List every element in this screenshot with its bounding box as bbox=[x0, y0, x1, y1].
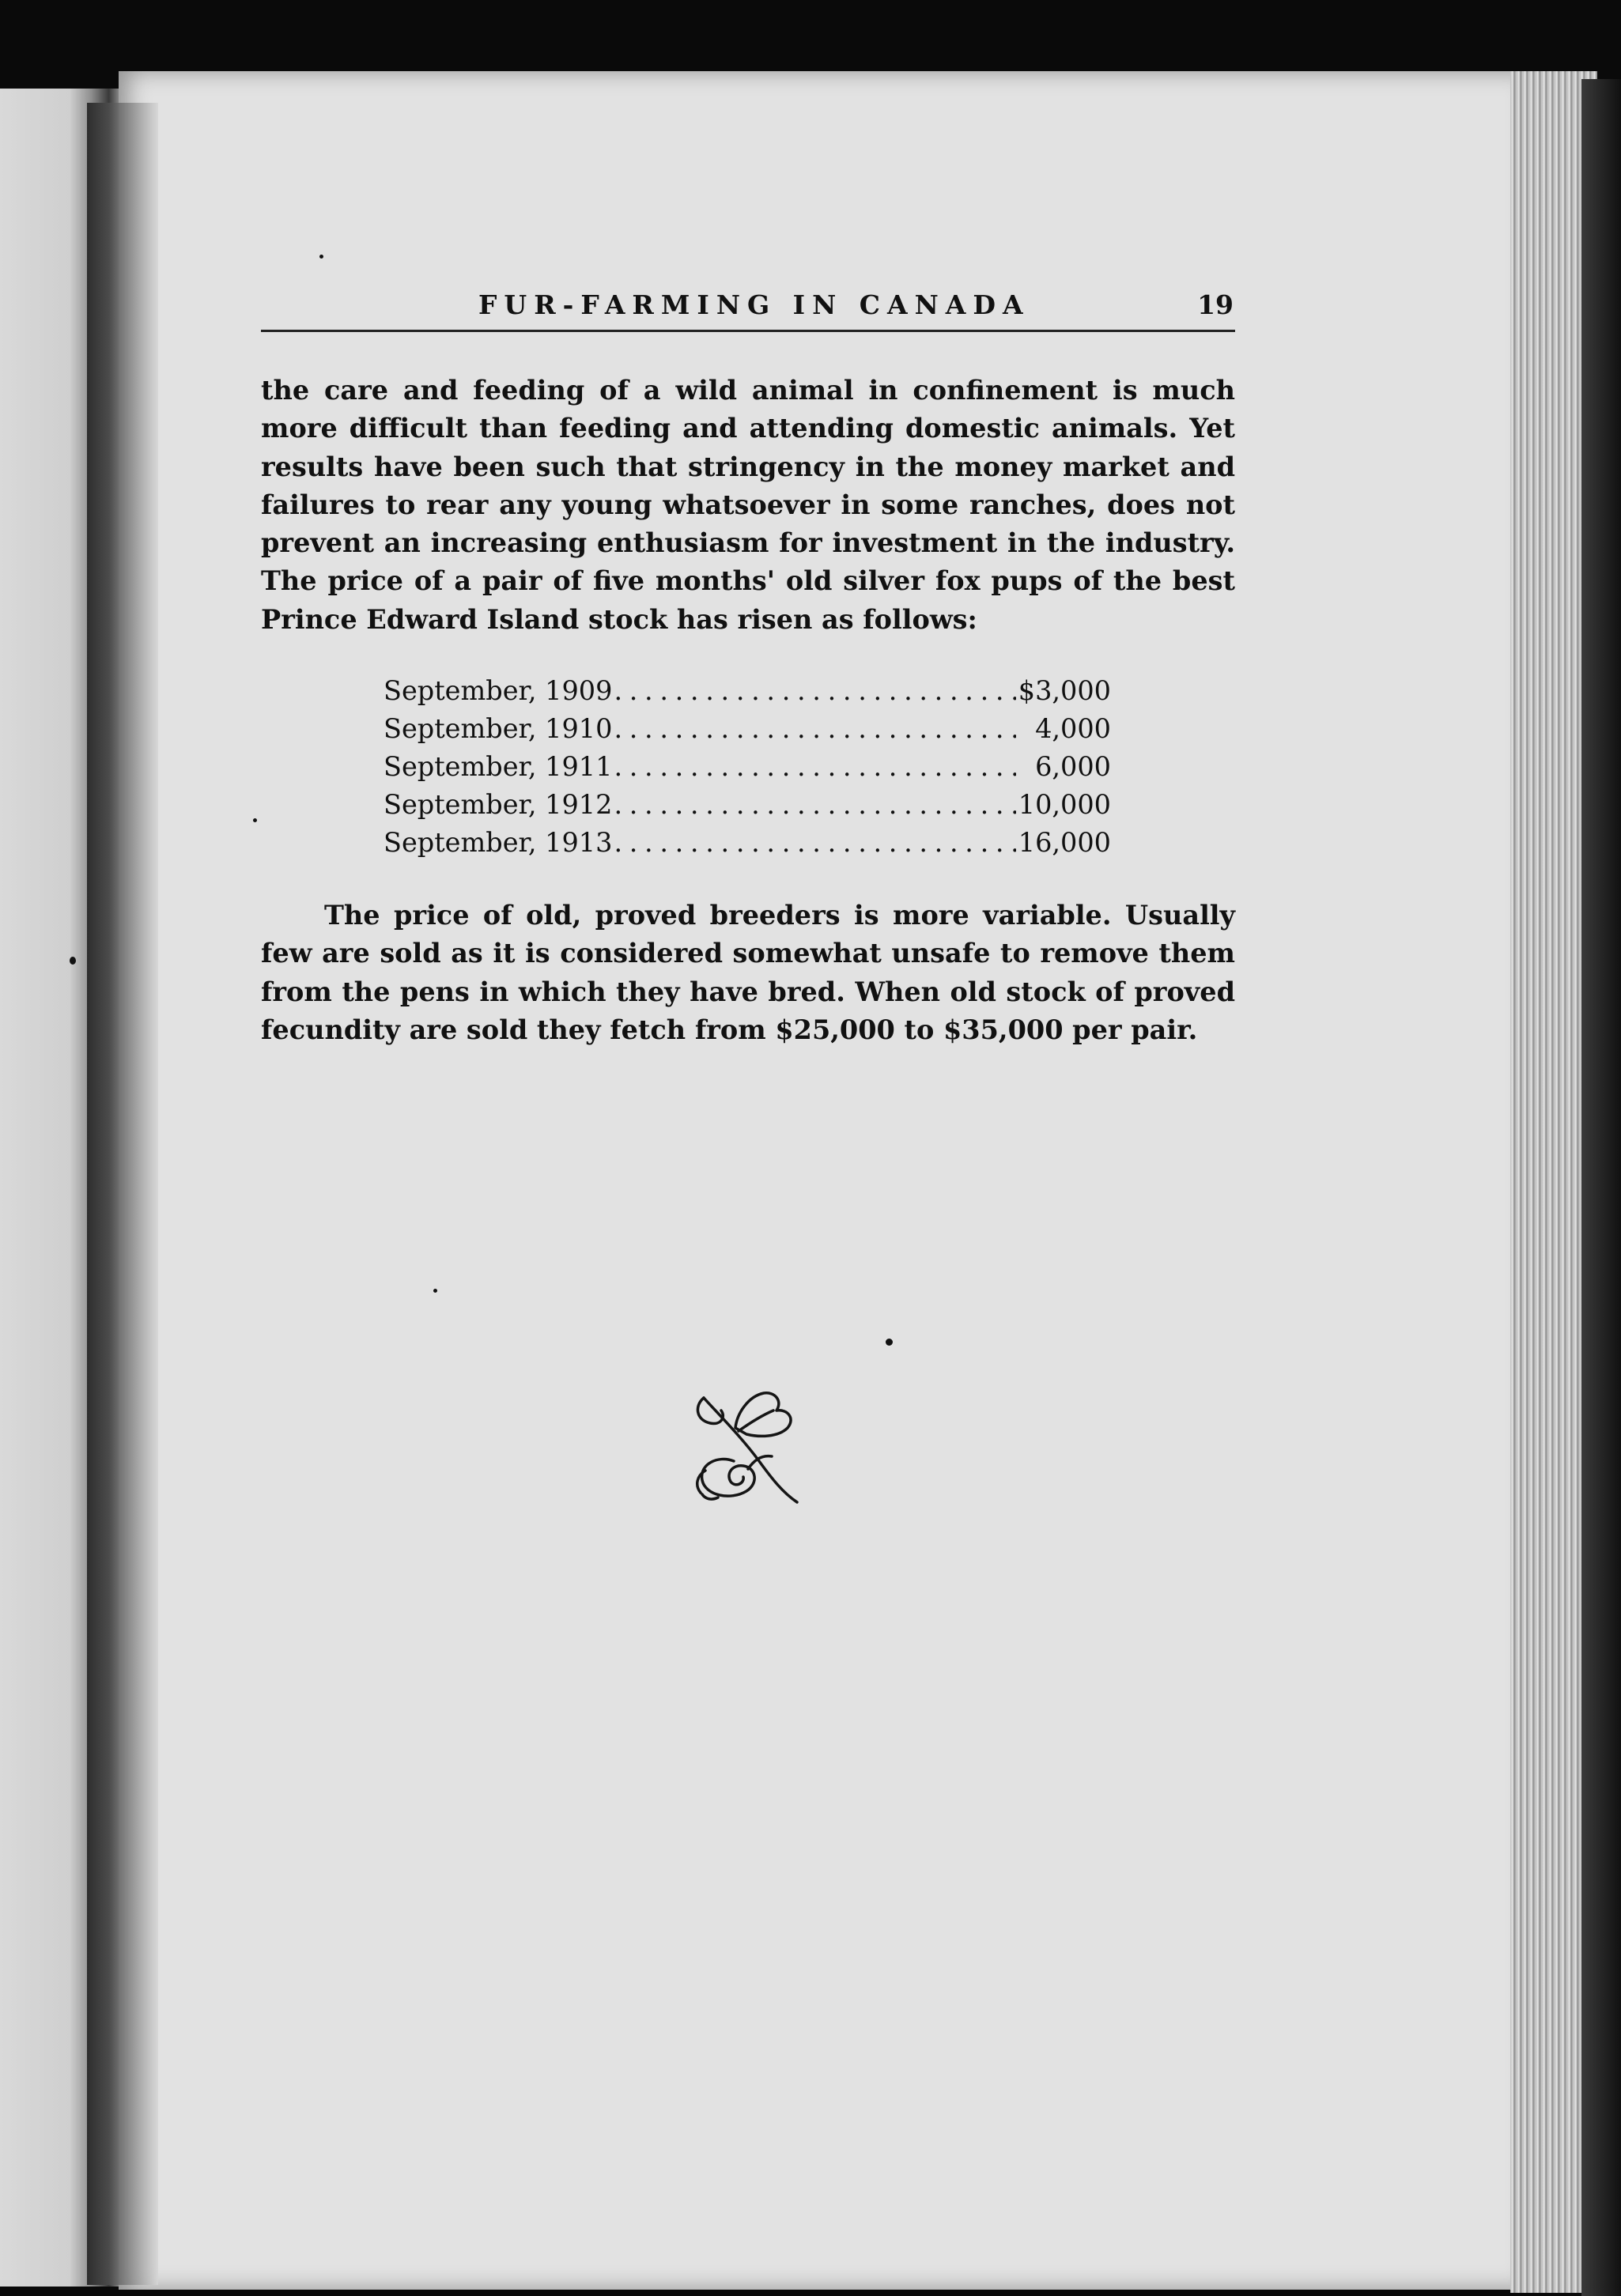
price-date: September, 1912 bbox=[384, 789, 613, 820]
price-date: September, 1910 bbox=[384, 713, 613, 744]
price-value: 4,000 bbox=[1035, 713, 1111, 744]
dot-leader bbox=[614, 672, 1016, 710]
dot-leader bbox=[614, 786, 1016, 824]
gutter-shadow bbox=[87, 103, 158, 2285]
dot-leader bbox=[614, 748, 1016, 786]
price-row bbox=[384, 824, 1111, 862]
page-stack-shadow bbox=[1581, 79, 1621, 2296]
price-value: $3,000 bbox=[1018, 675, 1111, 706]
dot-leader bbox=[614, 710, 1016, 748]
body-paragraph: The price of old, proved breeders is more variable. Usually few are sold as it is considered somewhat unsafe to remove them from the pens in which they have bred. When old stock of proved fecundity are sold they fetch from $25,000 to $35,000 per pair. bbox=[261, 900, 1235, 1045]
price-value: 10,000 bbox=[1018, 789, 1111, 820]
price-value: 16,000 bbox=[1018, 827, 1111, 858]
scan-speck bbox=[253, 818, 257, 822]
price-value: 6,000 bbox=[1035, 751, 1111, 782]
scan-speck bbox=[433, 1289, 437, 1293]
price-row bbox=[384, 672, 1111, 710]
scan-speck bbox=[886, 1339, 893, 1346]
price-row bbox=[384, 786, 1111, 824]
scan-speck bbox=[70, 957, 76, 965]
price-row bbox=[384, 710, 1111, 748]
scan-speck bbox=[319, 255, 323, 259]
body-paragraph: the care and feeding of a wild animal in confinement is much more difficult than feeding and attending domestic animals. Yet results have been such that stringency in the money market and failures to rear any young whatsoever in some ranches, does not prevent an increasing enthusiasm for investment in the industry. The price of a pair of five months' old silver fox pups of the best Prince Edward Island stock has risen as follows: bbox=[261, 375, 1235, 635]
page-number: 19 bbox=[1197, 289, 1234, 320]
price-date: September, 1911 bbox=[384, 751, 613, 782]
price-date: September, 1913 bbox=[384, 827, 613, 858]
price-table bbox=[384, 672, 1111, 862]
header-rule bbox=[261, 330, 1235, 332]
dot-leader bbox=[614, 824, 1016, 862]
running-title: FUR-FARMING IN CANADA bbox=[478, 289, 1030, 320]
price-date: September, 1909 bbox=[384, 675, 613, 706]
price-row bbox=[384, 748, 1111, 786]
floral-tailpiece-icon bbox=[686, 1382, 805, 1509]
